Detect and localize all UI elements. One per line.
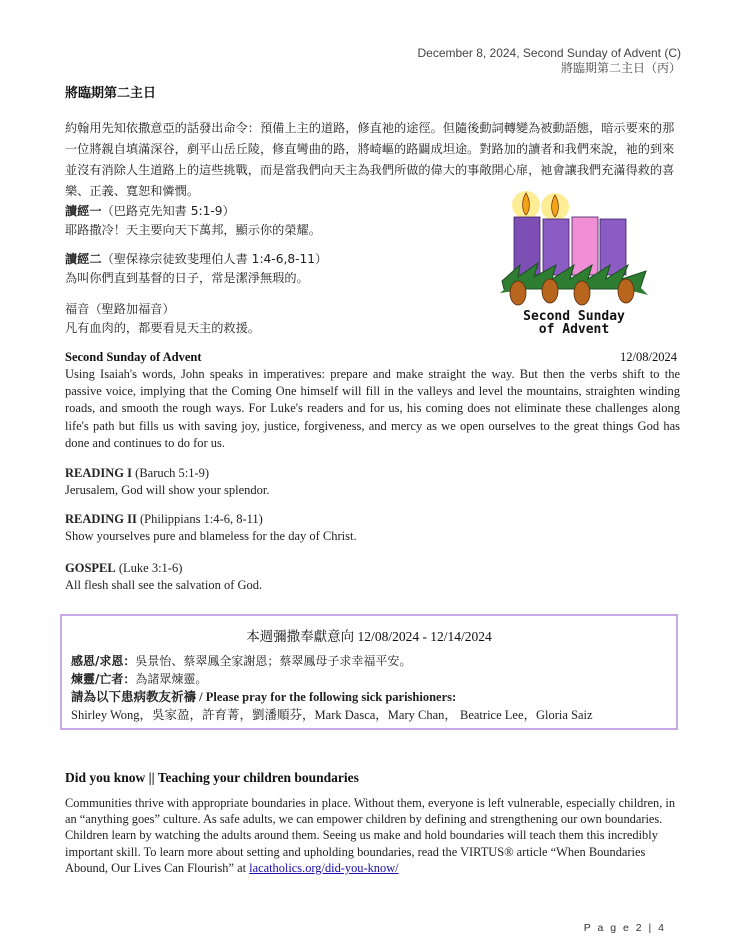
en-heading (65, 350, 677, 365)
zh-intro: 約翰用先知依撒意亞的話發出命令：預備上主的道路，修直祂的途徑。但隨後動詞轉變為被動語態，暗示要來的那一位將親自填滿深谷，剷平山岳丘陵，修直彎曲的路，將崎嶇的路闢成坦途。對路加的讀者和我們來說，祂的到來並沒有消除人生道路上的這些挑戰，而是當我們向天主為我們所做的偉大的事敞開心扉，祂會讓我們充滿得救的喜樂、正義、寬恕和憐憫。 (65, 121, 675, 198)
mass-intentions-body (71, 652, 670, 724)
mass-intentions-box (60, 614, 678, 730)
advent-wreath-image (500, 185, 648, 335)
pinecone-2 (542, 279, 558, 303)
date-line-en: December 8, 2024, Second Sunday of Advent (C) (417, 46, 681, 60)
pinecone-4 (618, 279, 634, 303)
sick-list: Shirley Wong，吳家盈，許育菁，劉潘順芬，Mark Dasca，Mary Chan， Beatrice Lee，Gloria Saiz (71, 708, 593, 722)
zh-gospel-label: 福音 (65, 302, 90, 316)
thanks-label: 感恩/求恩： (71, 654, 136, 668)
zh-gospel (65, 300, 485, 338)
candle-4 (600, 219, 626, 275)
zh-reading-1-label: 讀經一 (65, 204, 102, 218)
en-reading-2-label: READING II (65, 512, 137, 526)
en-title: Second Sunday of Advent (65, 350, 202, 364)
en-reading-2-text: Show yourselves pure and blameless for the day of Christ. (65, 529, 357, 543)
en-reading-2 (65, 511, 680, 545)
header-date (418, 46, 682, 76)
en-gospel (65, 560, 680, 594)
en-reading-1-label: READING I (65, 466, 133, 480)
zh-reading-1-text: 耶路撒冷！天主要向天下萬邦，顯示你的榮耀。 (65, 223, 321, 237)
en-gospel-label: GOSPEL (65, 561, 116, 575)
souls-label: 煉靈/亡者： (71, 672, 136, 686)
did-you-know-link[interactable]: lacatholics.org/did-you-know/ (249, 860, 399, 875)
en-reading-1-text: Jerusalem, God will show your splendor. (65, 483, 270, 497)
souls-text: 為諸眾煉靈。 (135, 672, 208, 686)
zh-reading-2 (65, 250, 485, 288)
did-you-know-text: Communities thrive with appropriate boundaries in place. Without them, everyone is left vulnerable, especially children, in an “anything goes” culture. As safe adults, we can empower children by defining and strengthening our own boundaries. Children learn by watching the adults around them. Seeing us make and hold boundaries will teach them this incredibly important skill. To learn more about setting and upholding boundaries, read the VIRTUS® article “When Boundaries Abound, Our Lives Can Flourish” at (65, 796, 676, 875)
candle-3 (572, 217, 598, 275)
zh-reading-2-label: 讀經二 (65, 252, 102, 266)
zh-title: 將臨期第二主日 (65, 86, 157, 101)
en-gospel-text: All flesh shall see the salvation of God. (65, 578, 263, 592)
page-number: P a g e 2 | 4 (583, 922, 666, 934)
en-gospel-ref: (Luke 3:1-6) (118, 561, 183, 575)
en-body: Using Isaiah's words, John speaks in imperatives: prepare and make straight the way. But then the verbs shift to the passive voice, implying that the Coming One himself will fill in the valleys and level the mountains, straighten winding roads, and smooth the rough ways. For Luke's readers and for us, his coming does not eliminate these challenges along life's path but fills us with saving joy, justice, forgiveness, and mercy as we open ourselves to the great things God has done and continues to do for us. (65, 367, 680, 450)
mass-intentions-title: 本週彌撒奉獻意向 12/08/2024 - 12/14/2024 (246, 629, 492, 644)
zh-gospel-ref: （聖路加福音） (89, 302, 175, 316)
pray-label: 請為以下患病教友祈禱 / Please pray for the following sick parishioners: (71, 690, 457, 704)
did-you-know-title: Did you know || Teaching your children boundaries (65, 770, 359, 785)
en-reading-1 (65, 465, 680, 499)
zh-reading-2-text: 為叫你們直到基督的日子，常是潔淨無瑕的。 (65, 271, 309, 285)
en-reading-2-ref: (Philippians 1:4-6, 8-11) (140, 512, 263, 526)
zh-reading-2-ref: （聖保祿宗徒致斐理伯人書 1:4-6,8-11） (101, 252, 328, 266)
zh-reading-1 (65, 202, 485, 240)
did-you-know-body (65, 795, 680, 876)
art-caption-2: of Advent (538, 322, 610, 335)
art-caption-1: Second Sunday (523, 309, 625, 324)
thanks-text: 吳景怡、蔡翠鳳全家謝恩；蔡翠鳳母子求幸福平安。 (135, 654, 412, 668)
en-reading-1-ref: (Baruch 5:1-9) (135, 466, 210, 480)
zh-reading-1-ref: （巴路克先知書 5:1-9） (101, 204, 235, 218)
pinecone-3 (574, 281, 590, 305)
en-date: 12/08/2024 (620, 350, 677, 364)
date-line-zh: 將臨期第二主日（丙） (560, 61, 681, 75)
zh-gospel-text: 凡有血肉的，都要看見天主的救援。 (65, 321, 260, 335)
pinecone-1 (510, 281, 526, 305)
